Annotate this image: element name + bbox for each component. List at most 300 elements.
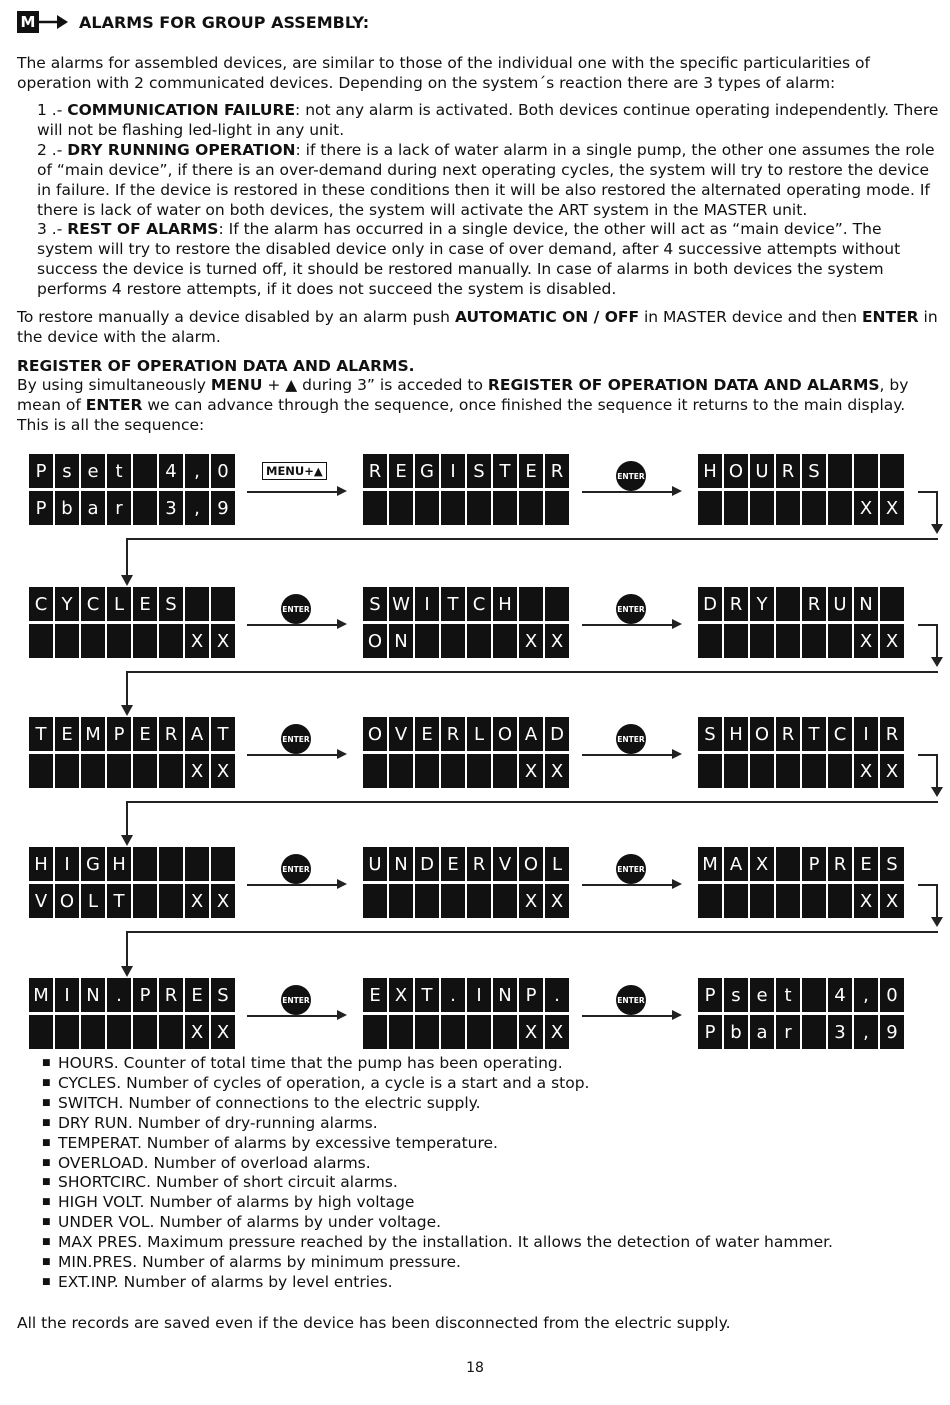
lcd-cell	[492, 884, 518, 918]
lcd-cell: H	[697, 454, 723, 488]
lcd-display	[697, 454, 905, 525]
lcd-cell	[775, 884, 801, 918]
lcd-cell: T	[801, 717, 827, 751]
lcd-cell: U	[362, 847, 388, 881]
arrow-head-icon	[337, 1010, 347, 1020]
lcd-cell	[749, 491, 775, 525]
lcd-cell: C	[827, 717, 853, 751]
lcd-cell: E	[54, 717, 80, 751]
lcd-cell	[518, 491, 544, 525]
lcd-cell: S	[879, 847, 905, 881]
lcd-cell: P	[28, 454, 54, 488]
flow-return-line	[126, 801, 938, 803]
lcd-cell: R	[440, 717, 466, 751]
lcd-cell	[466, 491, 492, 525]
lcd-cell	[749, 624, 775, 658]
legend-item-text: EXT.INP. Number of alarms by level entries.	[58, 1272, 393, 1291]
register-heading: REGISTER OF OPERATION DATA AND ALARMS.	[17, 357, 415, 375]
lcd-cell	[28, 754, 54, 788]
lcd-cell	[879, 587, 905, 621]
lcd-cell	[544, 587, 570, 621]
lcd-cell	[723, 491, 749, 525]
legend-item-text: SHORTCIRC. Number of short circuit alarms.	[58, 1173, 398, 1192]
restore-text: To restore manually a device disabled by an alarm push	[17, 308, 455, 326]
lcd-cell	[749, 884, 775, 918]
lcd-cell: Y	[54, 587, 80, 621]
lcd-cell	[414, 754, 440, 788]
flow-connector	[936, 884, 938, 919]
lcd-cell: R	[158, 978, 184, 1012]
lcd-cell: U	[749, 454, 775, 488]
lcd-cell: Y	[749, 587, 775, 621]
arrow-head-icon	[337, 619, 347, 629]
lcd-display	[362, 454, 570, 525]
alarm-type-title: DRY RUNNING OPERATION	[67, 141, 296, 159]
legend-item	[44, 1093, 481, 1113]
lcd-cell: r	[106, 491, 132, 525]
lcd-cell: X	[544, 624, 570, 658]
lcd-cell: I	[414, 587, 440, 621]
lcd-cell	[879, 454, 905, 488]
lcd-cell: C	[80, 587, 106, 621]
lcd-cell: X	[184, 884, 210, 918]
lcd-cell	[775, 624, 801, 658]
lcd-cell: E	[388, 454, 414, 488]
lcd-cell: X	[879, 754, 905, 788]
lcd-cell: P	[697, 978, 723, 1012]
arrow-head-icon	[337, 749, 347, 759]
lcd-cell	[801, 978, 827, 1012]
lcd-cell: S	[466, 454, 492, 488]
lcd-cell: S	[697, 717, 723, 751]
lcd-cell	[801, 624, 827, 658]
lcd-cell: E	[132, 587, 158, 621]
lcd-cell: A	[184, 717, 210, 751]
enter-button-icon: ENTER	[281, 985, 311, 1015]
lcd-cell	[210, 587, 236, 621]
lcd-cell	[492, 491, 518, 525]
alarm-type-title: COMMUNICATION FAILURE	[67, 101, 296, 119]
arrow-right-icon	[39, 11, 69, 33]
lcd-cell: M	[697, 847, 723, 881]
lcd-cell: V	[28, 884, 54, 918]
arrow-down-icon	[121, 575, 133, 586]
alarm-type-1	[37, 100, 940, 140]
flow-return-line	[126, 931, 128, 966]
lcd-display	[697, 717, 905, 788]
flow-return-line	[126, 671, 938, 673]
flow-arrow-line	[582, 624, 674, 626]
lcd-cell	[388, 884, 414, 918]
arrow-head-icon	[672, 486, 682, 496]
lcd-cell: G	[414, 454, 440, 488]
lcd-cell	[388, 491, 414, 525]
legend-item	[44, 1252, 461, 1272]
lcd-cell: R	[466, 847, 492, 881]
lcd-cell: C	[28, 587, 54, 621]
lcd-cell: S	[362, 587, 388, 621]
lcd-cell: t	[106, 454, 132, 488]
lcd-display	[362, 978, 570, 1049]
lcd-cell: X	[749, 847, 775, 881]
legend-item	[44, 1172, 398, 1192]
lcd-cell: O	[492, 717, 518, 751]
lcd-cell	[544, 491, 570, 525]
arrow-down-icon	[931, 524, 943, 534]
arrow-down-icon	[931, 917, 943, 927]
lcd-cell: X	[184, 754, 210, 788]
lcd-cell: I	[54, 978, 80, 1012]
lcd-cell	[28, 1015, 54, 1049]
lcd-cell: X	[879, 624, 905, 658]
lcd-cell: T	[28, 717, 54, 751]
m-badge: M	[17, 11, 39, 33]
lcd-cell: X	[518, 624, 544, 658]
lcd-cell: D	[544, 717, 570, 751]
lcd-cell	[801, 491, 827, 525]
section-header	[17, 11, 369, 33]
lcd-cell: E	[132, 717, 158, 751]
lcd-cell: O	[518, 847, 544, 881]
alarm-type-num: 3 .-	[37, 220, 63, 238]
lcd-display	[28, 717, 236, 788]
lcd-cell	[80, 754, 106, 788]
lcd-cell: R	[544, 454, 570, 488]
lcd-cell	[440, 884, 466, 918]
lcd-cell	[827, 884, 853, 918]
arrow-head-icon	[672, 879, 682, 889]
lcd-cell: T	[106, 884, 132, 918]
lcd-cell	[362, 754, 388, 788]
alarm-type-title: REST OF ALARMS	[67, 220, 219, 238]
lcd-cell: R	[723, 587, 749, 621]
lcd-cell: T	[210, 717, 236, 751]
enter-button-icon: ENTER	[281, 854, 311, 884]
lcd-cell: H	[723, 717, 749, 751]
lcd-cell: I	[466, 978, 492, 1012]
lcd-cell	[80, 1015, 106, 1049]
lcd-cell	[801, 884, 827, 918]
legend-item-text: OVERLOAD. Number of overload alarms.	[58, 1153, 371, 1172]
lcd-cell: 9	[210, 491, 236, 525]
flow-connector	[918, 624, 938, 626]
lcd-cell	[388, 1015, 414, 1049]
enter-button-icon: ENTER	[616, 724, 646, 754]
lcd-cell	[697, 491, 723, 525]
lcd-cell: M	[80, 717, 106, 751]
lcd-cell: N	[388, 847, 414, 881]
lcd-cell: R	[775, 454, 801, 488]
lcd-cell	[827, 624, 853, 658]
page-number: 18	[466, 1360, 484, 1376]
lcd-display	[697, 587, 905, 658]
lcd-cell: N	[80, 978, 106, 1012]
alarm-type-text: : If the alarm has occurred in a single device, the other will act as “main device”. The system will try to restore the disabled device only in case of over demand, after 4 successive attempts without success the device is turned off, it should be restored manually. In case of alarms in both devices the system performs 4 restore attempts, if it does not succeed the system is disabled.	[37, 220, 901, 298]
lcd-cell: M	[28, 978, 54, 1012]
footer-note: All the records are saved even if the device has been disconnected from the electric supply.	[17, 1314, 731, 1332]
flow-return-line	[126, 538, 938, 540]
enter-button-icon: ENTER	[616, 985, 646, 1015]
arrow-head-icon	[672, 749, 682, 759]
lcd-cell: r	[775, 1015, 801, 1049]
lcd-cell	[414, 491, 440, 525]
lcd-cell: E	[518, 454, 544, 488]
legend-item	[44, 1212, 441, 1232]
register-key: ENTER	[85, 396, 143, 414]
lcd-cell	[697, 884, 723, 918]
flow-return-line	[126, 538, 128, 575]
lcd-cell: R	[362, 454, 388, 488]
alarm-type-num: 1 .-	[37, 101, 63, 119]
lcd-display	[28, 454, 236, 525]
lcd-cell: I	[440, 454, 466, 488]
lcd-display	[697, 847, 905, 918]
lcd-cell: P	[132, 978, 158, 1012]
lcd-cell: E	[362, 978, 388, 1012]
restore-key: ENTER	[861, 308, 919, 326]
lcd-cell	[723, 754, 749, 788]
alarm-type-2	[37, 140, 940, 220]
flow-arrow-line	[582, 1015, 674, 1017]
lcd-cell	[518, 587, 544, 621]
lcd-cell: H	[106, 847, 132, 881]
lcd-cell: 3	[158, 491, 184, 525]
lcd-cell	[697, 754, 723, 788]
lcd-cell: X	[853, 754, 879, 788]
lcd-cell: X	[518, 1015, 544, 1049]
lcd-cell: t	[775, 978, 801, 1012]
lcd-cell: X	[518, 884, 544, 918]
lcd-cell: X	[853, 491, 879, 525]
lcd-cell: X	[210, 754, 236, 788]
lcd-cell: X	[853, 884, 879, 918]
lcd-cell: P	[697, 1015, 723, 1049]
lcd-cell: P	[28, 491, 54, 525]
lcd-cell	[414, 624, 440, 658]
lcd-cell: 0	[210, 454, 236, 488]
lcd-cell	[801, 1015, 827, 1049]
lcd-cell: 9	[879, 1015, 905, 1049]
enter-button-icon: ENTER	[281, 724, 311, 754]
lcd-cell: L	[106, 587, 132, 621]
lcd-cell: 4	[158, 454, 184, 488]
lcd-cell: U	[827, 587, 853, 621]
lcd-display	[362, 717, 570, 788]
lcd-cell: a	[80, 491, 106, 525]
lcd-cell: e	[80, 454, 106, 488]
legend-item	[44, 1232, 833, 1252]
legend-item-text: DRY RUN. Number of dry-running alarms.	[58, 1113, 378, 1132]
lcd-cell: O	[749, 717, 775, 751]
lcd-cell: X	[184, 1015, 210, 1049]
legend-item-text: SWITCH. Number of connections to the electric supply.	[58, 1093, 481, 1112]
lcd-display	[362, 587, 570, 658]
lcd-cell: A	[723, 847, 749, 881]
lcd-cell	[827, 491, 853, 525]
lcd-cell	[697, 624, 723, 658]
flow-connector	[936, 754, 938, 789]
lcd-cell	[158, 847, 184, 881]
lcd-cell: L	[80, 884, 106, 918]
lcd-cell	[158, 1015, 184, 1049]
flow-return-line	[126, 931, 938, 933]
lcd-cell: H	[492, 587, 518, 621]
lcd-cell	[466, 754, 492, 788]
lcd-cell: I	[54, 847, 80, 881]
legend-item	[44, 1113, 378, 1133]
lcd-cell: .	[544, 978, 570, 1012]
lcd-cell: N	[853, 587, 879, 621]
lcd-cell: A	[518, 717, 544, 751]
lcd-cell: X	[879, 491, 905, 525]
lcd-cell	[184, 847, 210, 881]
lcd-cell	[54, 624, 80, 658]
flow-arrow-line	[247, 624, 339, 626]
lcd-cell: ,	[184, 454, 210, 488]
lcd-cell: b	[54, 491, 80, 525]
legend-item-text: HOURS. Counter of total time that the pump has been operating.	[58, 1054, 563, 1072]
lcd-cell	[749, 754, 775, 788]
lcd-cell: S	[801, 454, 827, 488]
lcd-cell: X	[388, 978, 414, 1012]
lcd-cell	[492, 754, 518, 788]
register-key: MENU	[210, 376, 263, 394]
lcd-cell: X	[210, 884, 236, 918]
lcd-cell	[132, 491, 158, 525]
flow-arrow-line	[582, 491, 674, 493]
lcd-cell: s	[54, 454, 80, 488]
arrow-down-icon	[121, 705, 133, 716]
lcd-cell	[106, 624, 132, 658]
restore-key: AUTOMATIC ON / OFF	[454, 308, 640, 326]
alarm-type-3	[37, 219, 940, 299]
enter-button-icon: ENTER	[281, 594, 311, 624]
lcd-cell: P	[106, 717, 132, 751]
flow-arrow-line	[247, 754, 339, 756]
enter-button-icon: ENTER	[616, 594, 646, 624]
lcd-cell	[132, 847, 158, 881]
legend-item	[44, 1133, 498, 1153]
lcd-cell: H	[28, 847, 54, 881]
register-text: , by mean of	[17, 376, 909, 414]
lcd-cell: P	[518, 978, 544, 1012]
lcd-cell	[132, 884, 158, 918]
flow-arrow-line	[582, 884, 674, 886]
lcd-cell: b	[723, 1015, 749, 1049]
lcd-cell: O	[54, 884, 80, 918]
lcd-cell	[440, 754, 466, 788]
lcd-cell: E	[440, 847, 466, 881]
arrow-head-icon	[672, 619, 682, 629]
lcd-cell	[440, 624, 466, 658]
lcd-cell: E	[184, 978, 210, 1012]
lcd-cell: E	[414, 717, 440, 751]
lcd-cell	[158, 754, 184, 788]
lcd-cell: S	[210, 978, 236, 1012]
lcd-cell	[132, 624, 158, 658]
intro-paragraph: The alarms for assembled devices, are similar to those of the individual one with the specific particularities of operation with 2 communicated devices. Depending on the system´s reaction there are 3 types of alarm:	[17, 54, 870, 92]
lcd-cell: X	[853, 624, 879, 658]
lcd-cell	[54, 1015, 80, 1049]
arrow-down-icon	[121, 966, 133, 977]
menu-up-key-label: MENU+▲	[262, 462, 327, 480]
lcd-cell	[466, 884, 492, 918]
lcd-cell	[723, 884, 749, 918]
lcd-cell	[80, 624, 106, 658]
lcd-cell	[362, 491, 388, 525]
register-text: By using simultaneously	[17, 376, 211, 394]
lcd-cell	[132, 1015, 158, 1049]
lcd-cell	[827, 754, 853, 788]
lcd-display	[28, 847, 236, 918]
lcd-cell: G	[80, 847, 106, 881]
alarm-type-text: : not any alarm is activated. Both devices continue operating independently. There will not be flashing led-light in any unit.	[37, 101, 939, 139]
lcd-cell	[440, 1015, 466, 1049]
lcd-cell: .	[106, 978, 132, 1012]
lcd-cell	[492, 624, 518, 658]
lcd-cell: .	[440, 978, 466, 1012]
flow-arrow-line	[247, 491, 339, 493]
section-title: ALARMS FOR GROUP ASSEMBLY:	[79, 12, 370, 32]
lcd-cell: s	[723, 978, 749, 1012]
lcd-cell: L	[466, 717, 492, 751]
flow-return-line	[126, 671, 128, 705]
legend-item	[44, 1153, 371, 1173]
lcd-cell	[414, 1015, 440, 1049]
lcd-cell: R	[158, 717, 184, 751]
legend-item	[44, 1053, 563, 1073]
enter-button-icon: ENTER	[616, 854, 646, 884]
lcd-cell: E	[853, 847, 879, 881]
lcd-cell: X	[544, 884, 570, 918]
lcd-cell: X	[184, 624, 210, 658]
lcd-cell	[132, 754, 158, 788]
lcd-display	[28, 978, 236, 1049]
lcd-cell: O	[362, 717, 388, 751]
lcd-cell: X	[210, 624, 236, 658]
legend-item-text: CYCLES. Number of cycles of operation, a cycle is a start and a stop.	[58, 1073, 590, 1092]
lcd-cell: X	[518, 754, 544, 788]
arrow-head-icon	[337, 486, 347, 496]
restore-text: in MASTER device and then	[639, 308, 862, 326]
lcd-display	[28, 587, 236, 658]
legend-item-text: HIGH VOLT. Number of alarms by high voltage	[58, 1193, 415, 1212]
lcd-cell: V	[388, 717, 414, 751]
lcd-cell	[827, 454, 853, 488]
flow-connector	[918, 754, 938, 756]
lcd-cell: X	[210, 1015, 236, 1049]
flow-arrow-line	[247, 1015, 339, 1017]
lcd-cell: V	[492, 847, 518, 881]
flow-return-line	[126, 801, 128, 835]
lcd-cell	[723, 624, 749, 658]
lcd-cell	[54, 754, 80, 788]
lcd-display	[697, 978, 905, 1049]
lcd-cell	[210, 847, 236, 881]
lcd-display	[362, 847, 570, 918]
lcd-cell: L	[544, 847, 570, 881]
register-text: we can advance through the sequence, once finished the sequence it returns to the main display. This is all the sequence:	[17, 396, 906, 434]
lcd-cell	[775, 754, 801, 788]
lcd-cell	[775, 587, 801, 621]
arrow-head-icon	[672, 1010, 682, 1020]
legend-item-text: UNDER VOL. Number of alarms by under voltage.	[58, 1213, 442, 1232]
lcd-cell	[853, 454, 879, 488]
lcd-cell	[440, 491, 466, 525]
flow-connector	[918, 884, 938, 886]
lcd-cell: X	[879, 884, 905, 918]
lcd-cell: R	[775, 717, 801, 751]
